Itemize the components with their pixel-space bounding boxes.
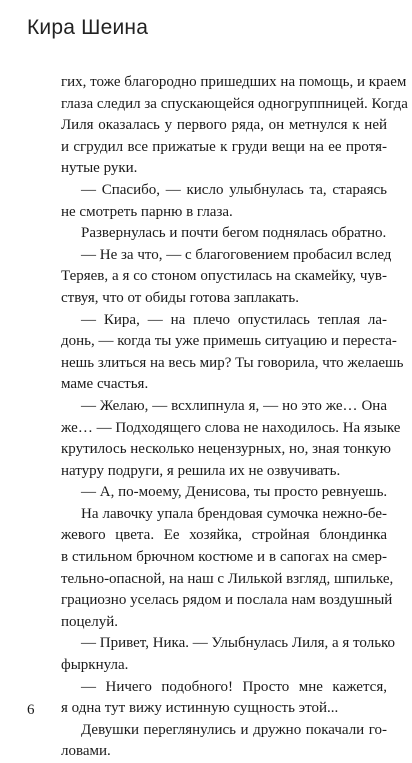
text-line: маме счастья. <box>61 376 149 393</box>
text-line: натуру подруги, я решила их не озвучивать. <box>61 462 341 479</box>
text-line: ловами. <box>61 743 111 760</box>
text-line: Лиля оказалась у первого ряда, он метнулся к ней <box>61 117 387 134</box>
text-line: фыркнула. <box>61 657 129 674</box>
text-line: же… — Подходящего слова не находилось. На языке <box>61 419 401 436</box>
text-line: Развернулась и почти бегом поднялась обратно. <box>81 225 387 242</box>
text-line: не смотреть парню в глаза. <box>61 203 233 220</box>
text-line: гих, тоже благородно пришедших на помощь, и краем <box>61 74 407 90</box>
text-line: — Ничего подобного! Просто мне кажется, <box>81 678 387 695</box>
text-line: и сгрудил все прижатые к груди вещи на ее протя- <box>61 138 387 155</box>
text-line: — Привет, Ника. — Улыбнулась Лиля, а я только <box>81 635 396 652</box>
text-line: — А, по-моему, Денисова, ты просто ревнуешь. <box>81 484 388 501</box>
text-line: я одна тут вижу истинную сущность этой... <box>61 700 339 717</box>
text-line: крутилось несколько нецензурных, но, зная тонкую <box>61 441 391 458</box>
text-line: глаза следил за спускающейся одногруппницей. Когда <box>61 95 408 112</box>
text-line: — Кира, — на плечо опустилась теплая ла- <box>81 311 387 328</box>
text-line: — Спасибо, — кисло улыбнулась та, стараясь <box>81 181 387 198</box>
text-line: поцелуй. <box>61 613 118 630</box>
text-line: — Желаю, — всхлипнула я, — но это же… Она <box>81 397 387 414</box>
page-number: 6 <box>27 702 35 718</box>
text-line: Теряев, а я со стоном опустилась на скамейку, чув- <box>61 268 387 285</box>
body-text <box>61 72 408 763</box>
text-line: На лавочку упала брендовая сумочка нежно-бе- <box>81 505 387 522</box>
text-line: ствуя, что от обиды готова заплакать. <box>61 289 299 306</box>
text-line: Девушки переглянулись и дружно покачали го- <box>81 721 387 738</box>
text-line: в стильном брючном костюме и в сапогах на смер- <box>61 549 387 566</box>
text-line: тельно-опасной, на наш с Лилькой взгляд, шпильке, <box>61 570 394 587</box>
text-line: нешь злиться на весь мир? Ты говорила, что желаешь <box>61 354 404 371</box>
running-head-author: Кира Шеина <box>27 16 149 39</box>
text-line: жевого цвета. Ее хозяйка, стройная блондинка <box>61 527 387 544</box>
text-line: — Не за что, — с благоговением пробасил вслед <box>81 246 392 263</box>
text-line: грациозно уселась рядом и послала нам воздушный <box>61 592 393 609</box>
text-line: нутые руки. <box>61 160 138 177</box>
text-line: донь, — когда ты уже примешь ситуацию и переста- <box>61 333 397 350</box>
